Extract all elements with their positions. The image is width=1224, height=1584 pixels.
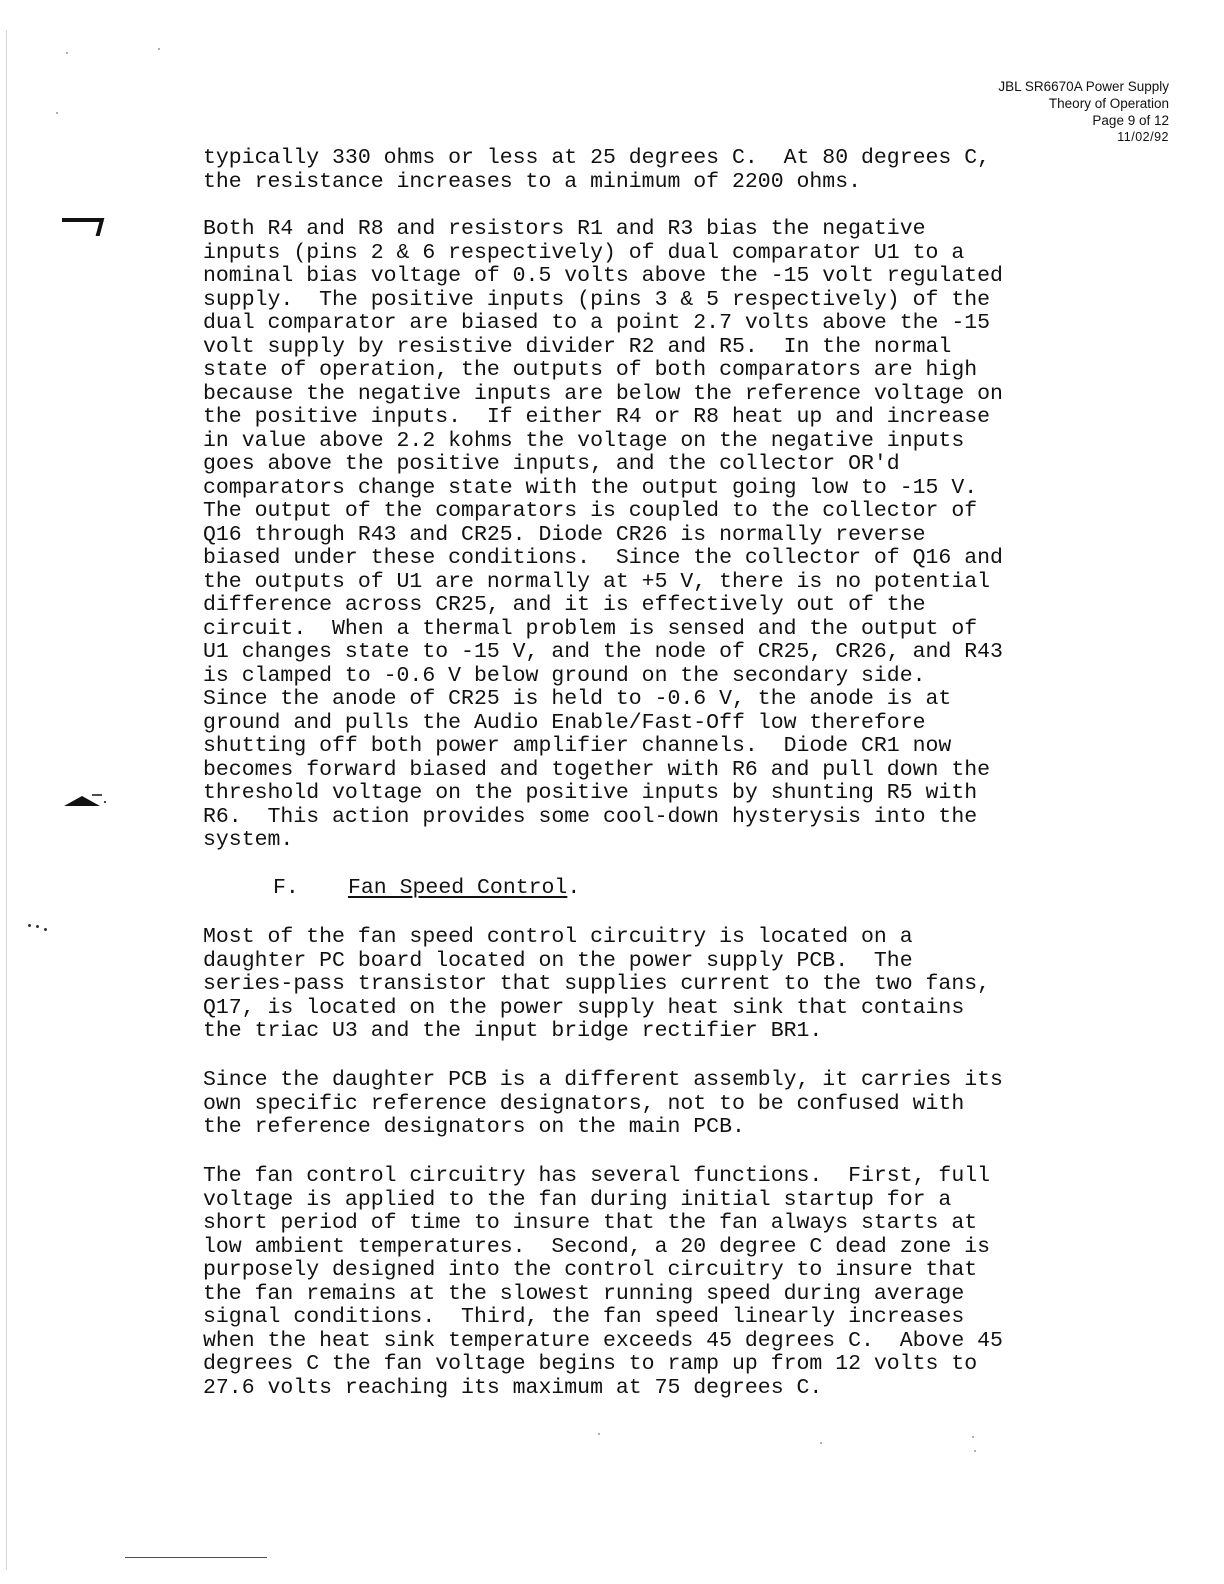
paragraph-daughter-pcb: Since the daughter PCB is a different assembly, it carries its own specific reference designators, not to be confused with the reference designators on the main PCB. [203,1068,1003,1139]
margin-bracket-mark [62,212,106,234]
scan-speck [972,1436,974,1438]
paragraph-fan-control-functions: The fan control circuitry has several functions. First, full voltage is applied to the fan during initial startup for a short period of time to insure that the fan always starts at low ambient temperatures. Second, a 20 degree C dead zone is purposely designed into the control circuitry to insure that the fan remains at the slowest running speed during average signal conditions. Third, the fan speed linearly increases when the heat sink temperature exceeds 45 degrees C. Above 45 degrees C the fan voltage begins to ramp up from 12 volts to 27.6 volts reaching its maximum at 75 degrees C. [203,1164,1003,1400]
scan-speck [598,1433,600,1435]
section-number: F. [273,876,299,900]
footer-rule [125,1557,267,1558]
paragraph-fan-circuitry-location: Most of the fan speed control circuitry is located on a daughter PC board located on the power supply PCB. The series-pass transistor that supplies current to the two fans, Q17, is located on the power supply heat sink that contains the triac U3 and the input bridge rectifier BR1. [203,925,991,1043]
paragraph-comparator-bias: Both R4 and R8 and resistors R1 and R3 bias the negative inputs (pins 2 & 6 respectively) of dual comparator U1 to a nominal bias voltage of 0.5 volts above the -15 volt regulated supply. The positive inputs (pins 3 & 5 respectively) of the dual comparator are biased to a point 2.7 volts above the -15 volt supply by resistive divider R2 and R5. In the normal state of operation, the outputs of both comparators are high because the negative inputs are below the reference voltage on the positive inputs. If either R4 or R8 heat up and increase in value above 2.2 kohms the voltage on the negative inputs goes above the positive inputs, and the collector OR'd comparators change state with the output going low to -15 V. The output of the comparators is coupled to the collector of Q16 through R43 and CR25. Diode CR26 is normally reverse biased under these conditions. Since the collector of Q16 and the outputs of U1 are normally at +5 V, there is no potential difference across CR25, and it is effectively out of the circuit. When a thermal problem is sensed and the output of U1 changes state to -15 V, and the node of CR25, CR26, and R43 is clamped to -0.6 V below ground on the secondary side. Since the anode of CR25 is held to -0.6 V, the anode is at ground and pulls the Audio Enable/Fast-Off low therefore shutting off both power amplifier channels. Diode CR1 now becomes forward biased and together with R6 and pull down the threshold voltage on the positive inputs by shunting R5 with R6. This action provides some cool-down hysterysis into the system. [203,217,1003,852]
scan-speck [158,48,160,50]
header-page-number: Page 9 of 12 [1092,113,1169,128]
page-header [998,78,1169,146]
scan-edge-line [6,30,7,1570]
scan-speck [974,1450,976,1452]
header-date: 11/02/92 [1117,130,1169,144]
section-title-period: . [567,876,581,900]
section-heading-fan-speed [203,877,1108,901]
margin-wedge-mark [62,792,108,808]
scan-speck [820,1442,822,1444]
header-title: JBL SR6670A Power Supply [998,79,1169,94]
scan-speck [56,112,58,114]
scan-speck [66,52,68,54]
margin-dots-mark [26,922,50,932]
paragraph-resistance: typically 330 ohms or less at 25 degrees C. At 80 degrees C, the resistance increases to a minimum of 2200 ohms. [203,146,991,194]
header-subtitle: Theory of Operation [1048,96,1169,111]
section-title: Fan Speed Control [348,876,568,900]
